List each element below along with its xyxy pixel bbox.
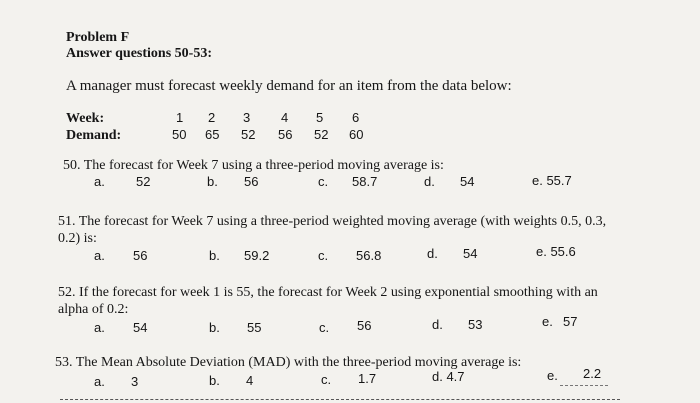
demand-cell: 60 bbox=[349, 127, 364, 142]
intro-text: A manager must forecast weekly demand for an item from the data below: bbox=[66, 78, 512, 94]
option-value: 57 bbox=[563, 314, 578, 329]
option-value: 56.8 bbox=[356, 248, 382, 263]
option-letter: c. bbox=[321, 372, 332, 387]
option-value: 54 bbox=[463, 246, 478, 261]
option-value: 59.2 bbox=[244, 248, 270, 263]
option-value: 56 bbox=[133, 248, 148, 263]
option-value: 4 bbox=[246, 373, 254, 388]
option-letter: d. bbox=[432, 317, 443, 332]
option-letter: c. bbox=[319, 320, 330, 335]
week-cell: 1 bbox=[176, 110, 184, 125]
week-cell: 6 bbox=[352, 110, 360, 125]
problem-title: Problem F bbox=[66, 30, 130, 45]
option-letter: a. bbox=[94, 174, 105, 189]
option-value: 2.2 bbox=[583, 366, 602, 381]
week-label: Week: bbox=[66, 111, 105, 126]
option-value: e. 55.7 bbox=[532, 173, 572, 188]
option-letter: e. bbox=[542, 314, 553, 329]
question-50-text: 50. The forecast for Week 7 using a three-period moving average is: bbox=[63, 158, 444, 173]
option-letter: c. bbox=[318, 248, 329, 263]
option-value: 56 bbox=[244, 174, 259, 189]
option-letter: a. bbox=[94, 248, 105, 263]
question-51-text: 51. The forecast for Week 7 using a three-period weighted moving average (with weights 0.5, 0.3, bbox=[58, 214, 607, 229]
demand-cell: 65 bbox=[205, 127, 220, 142]
option-letter: d. bbox=[427, 246, 438, 261]
demand-label: Demand: bbox=[66, 128, 122, 143]
option-value: 55 bbox=[247, 320, 262, 335]
option-value: 53 bbox=[468, 317, 483, 332]
demand-cell: 56 bbox=[278, 127, 293, 142]
demand-cell: 52 bbox=[314, 127, 329, 142]
option-value: 3 bbox=[131, 374, 139, 389]
option-value: d. 4.7 bbox=[432, 369, 465, 384]
option-letter: b. bbox=[209, 248, 220, 263]
option-letter: d. bbox=[424, 174, 435, 189]
option-letter: a. bbox=[94, 374, 105, 389]
option-letter: e. bbox=[547, 368, 558, 383]
option-letter: b. bbox=[209, 320, 220, 335]
option-letter: b. bbox=[209, 373, 220, 388]
option-letter: c. bbox=[318, 174, 329, 189]
option-value: 54 bbox=[133, 320, 148, 335]
option-letter: b. bbox=[207, 174, 218, 189]
instruction-line: Answer questions 50-53: bbox=[66, 46, 212, 61]
page-bottom-divider bbox=[60, 399, 620, 400]
question-53-text: 53. The Mean Absolute Deviation (MAD) with the three-period moving average is: bbox=[55, 355, 522, 370]
underline-divider bbox=[560, 385, 608, 386]
option-value: e. 55.6 bbox=[536, 244, 576, 259]
week-cell: 3 bbox=[243, 110, 251, 125]
demand-cell: 52 bbox=[241, 127, 256, 142]
question-52-text: 52. If the forecast for week 1 is 55, the forecast for Week 2 using exponential smoothing with an bbox=[58, 285, 598, 300]
option-value: 1.7 bbox=[358, 371, 377, 386]
week-cell: 5 bbox=[316, 110, 324, 125]
week-cell: 4 bbox=[281, 110, 289, 125]
week-cell: 2 bbox=[208, 110, 216, 125]
question-52-text: alpha of 0.2: bbox=[58, 302, 129, 317]
option-value: 58.7 bbox=[352, 174, 378, 189]
question-51-text: 0.2) is: bbox=[58, 231, 97, 246]
demand-cell: 50 bbox=[172, 127, 187, 142]
option-letter: a. bbox=[94, 320, 105, 335]
option-value: 54 bbox=[460, 174, 475, 189]
option-value: 56 bbox=[357, 318, 372, 333]
option-value: 52 bbox=[136, 174, 151, 189]
